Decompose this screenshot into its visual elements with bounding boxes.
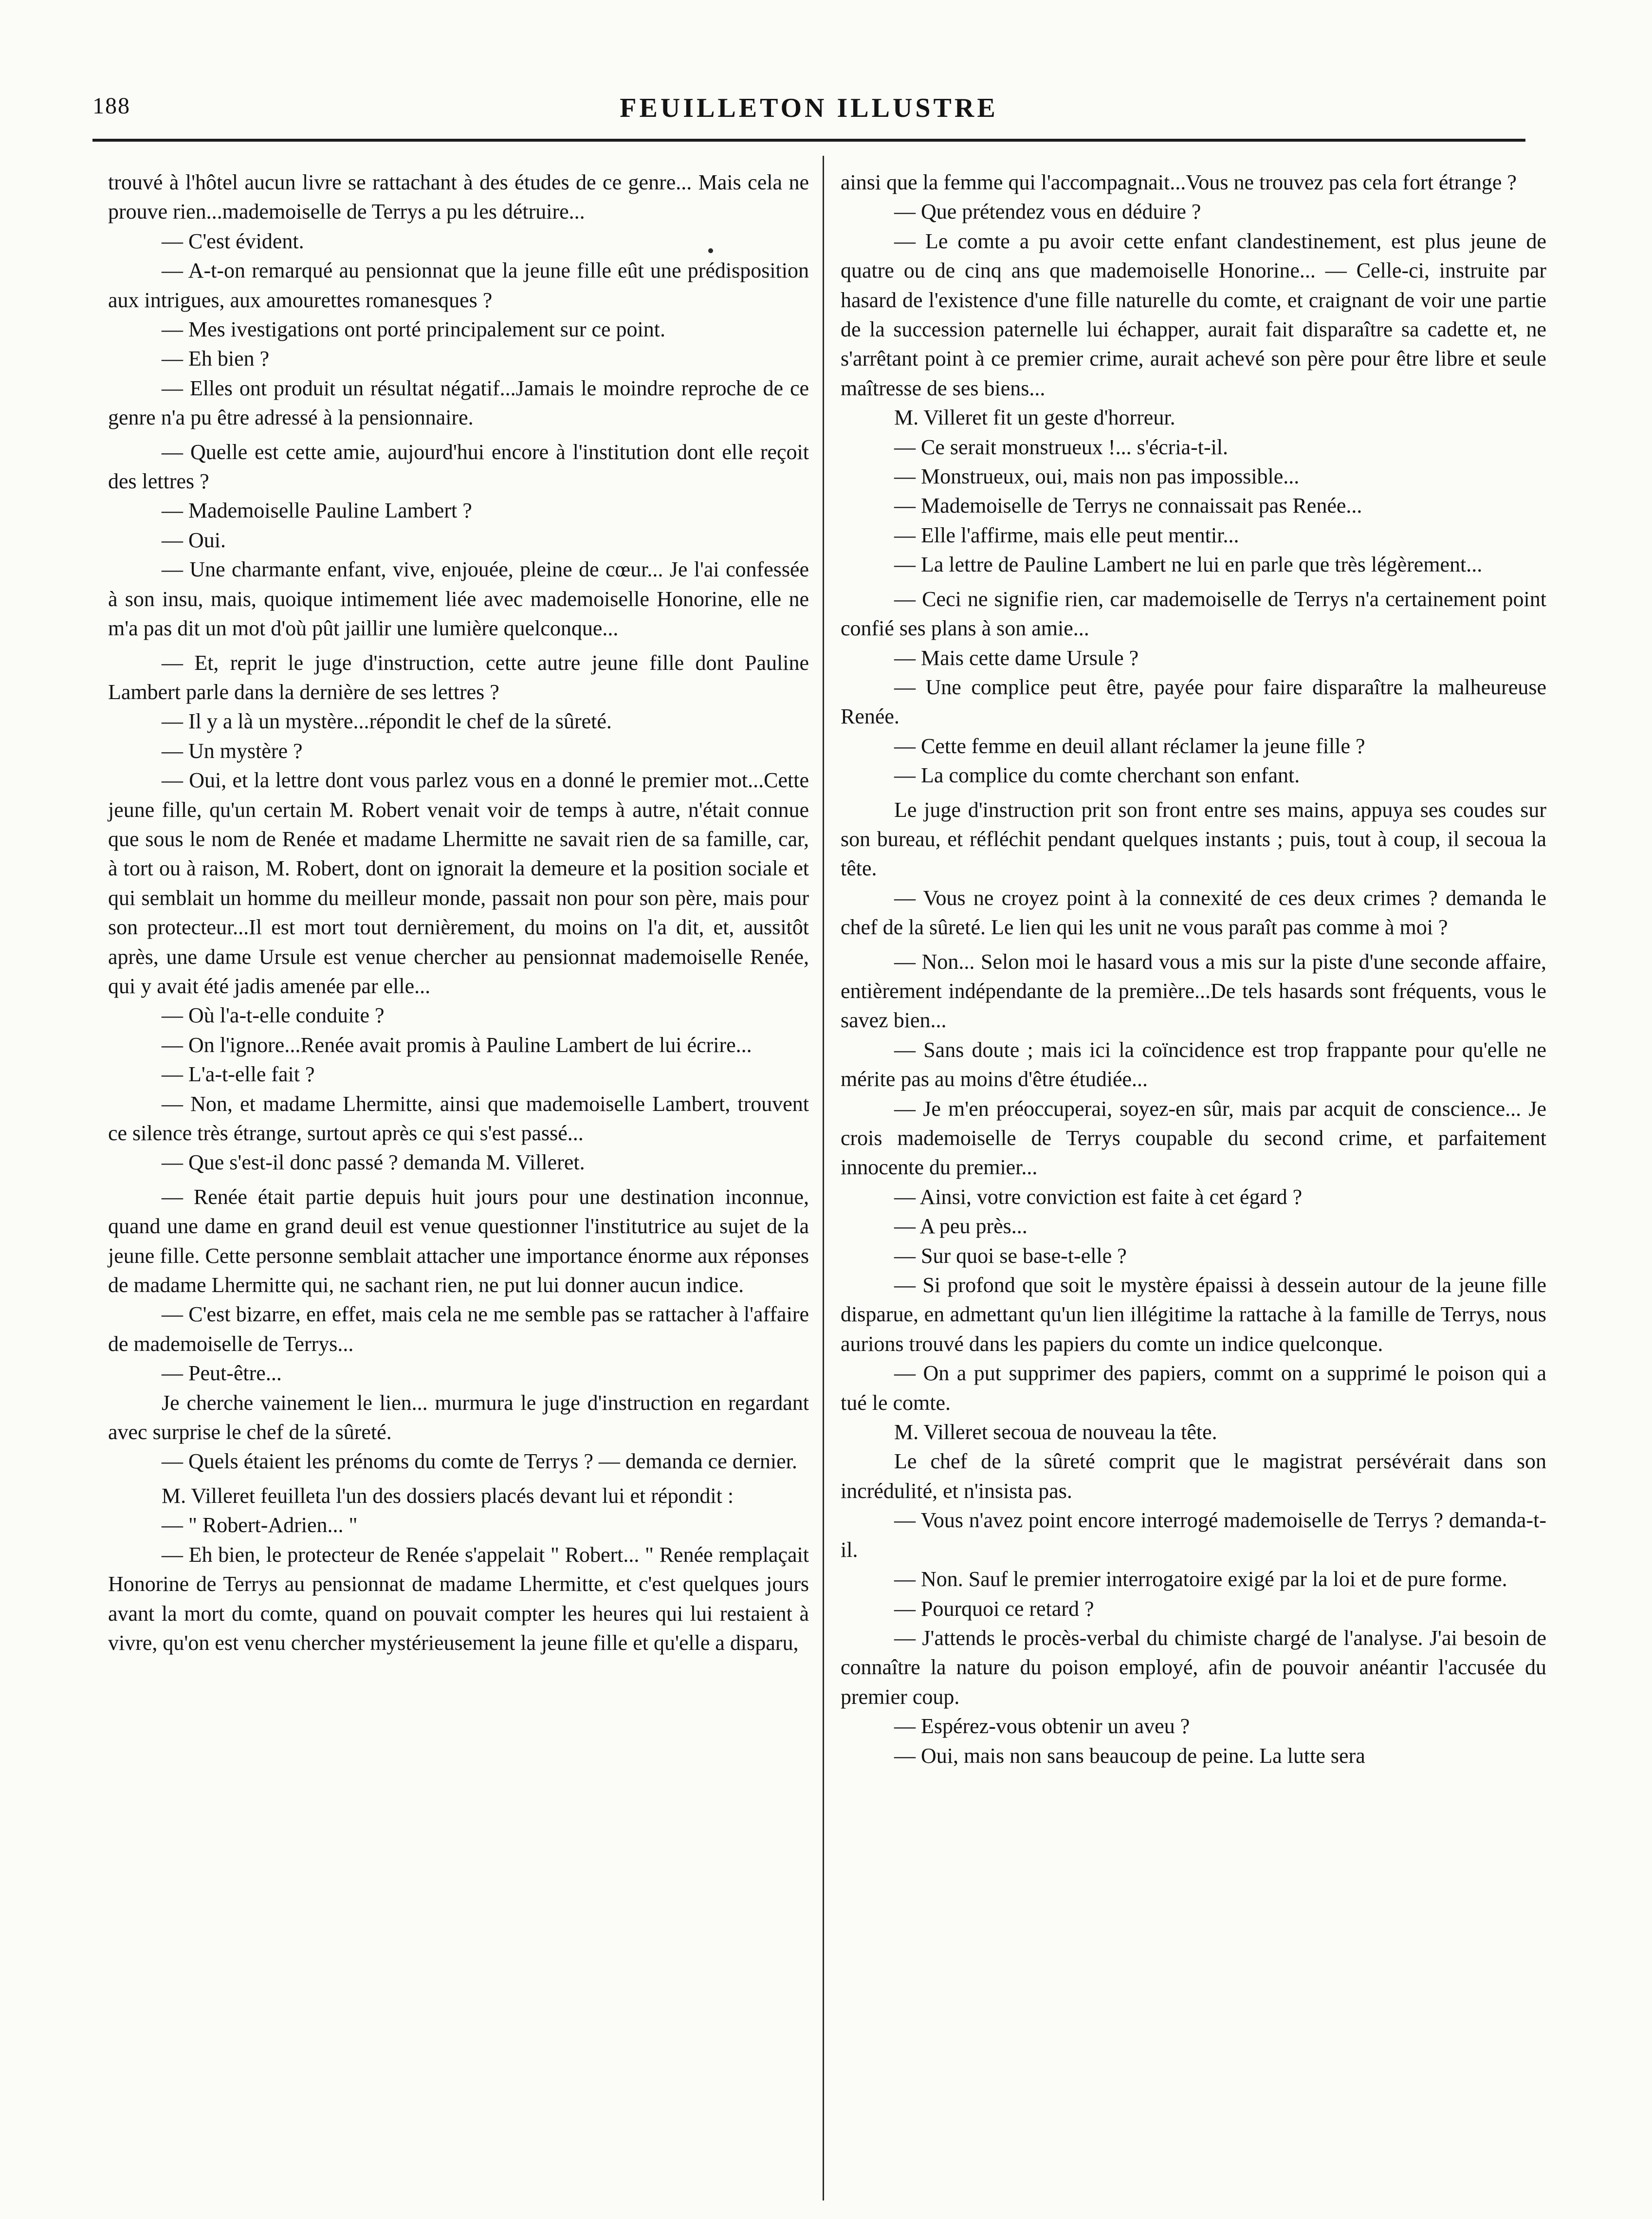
paragraph: — Non. Sauf le premier interrogatoire exigé par la loi et de pure forme. <box>894 1567 1507 1591</box>
paragraph: — Je m'en préoccuperai, soyez-en sûr, mais par acquit de conscience... Je crois mademoiselle de Terrys coupable du second crime, et parfaitement innocente du premier... <box>841 1096 1546 1180</box>
paragraph: — Quels étaient les prénoms du comte de Terrys ? — demanda ce dernier. <box>162 1449 797 1474</box>
paragraph: — Une complice peut être, payée pour faire disparaître la malheureuse Renée. <box>841 675 1546 729</box>
paragraph: — Mademoiselle de Terrys ne connaissait pas Renée... <box>894 494 1362 518</box>
paragraph: — Si profond que soit le mystère épaissi à dessein autour de la jeune fille disparue, en admettant qu'un lien illégitime la rattache à la famille de Terrys, nous aurions trouvé dans les papiers du comte un indice quelconque. <box>841 1273 1546 1356</box>
paragraph: — Un mystère ? <box>162 739 303 763</box>
paragraph: — Mademoiselle Pauline Lambert ? <box>162 499 472 523</box>
paragraph: — L'a-t-elle fait ? <box>162 1062 315 1087</box>
paragraph: trouvé à l'hôtel aucun livre se rattachant à des études de ce genre... Mais cela ne prouve rien...mademoiselle de Terrys a pu les détruire... <box>108 170 809 224</box>
page-header <box>92 83 1525 131</box>
ink-speck <box>708 248 713 253</box>
paragraph: — Où l'a-t-elle conduite ? <box>162 1003 385 1028</box>
paragraph: — On a put supprimer des papiers, commt on a supprimé le poison qui a tué le comte. <box>841 1361 1546 1415</box>
paragraph: — Oui, et la lettre dont vous parlez vous en a donné le premier mot...Cette jeune fille, qu'un certain M. Robert venait voir de temps à autre, n'était connue que sous le nom de Renée et madame Lhermitte ne savait rien de sa famille, car, à tort ou à raison, M. Robert, dont on ignorait la demeure et la position sociale et qui semblait un homme du meilleur monde, passait non pour son père, mais pour son protecteur...Il est mort tout dernièrement, du moins on l'a dit, et, aussitôt après, une dame Ursule est venue chercher au pensionnat mademoiselle Renée, qui y avait été jadis amenée par elle... <box>108 768 809 998</box>
paragraph: ainsi que la femme qui l'accompagnait...Vous ne trouvez pas cela fort étrange ? <box>841 170 1517 194</box>
paragraph: — " Robert-Adrien... " <box>162 1513 358 1537</box>
paragraph: — Espérez-vous obtenir un aveu ? <box>894 1714 1190 1738</box>
paragraph: — Sur quoi se base-t-elle ? <box>894 1243 1127 1268</box>
paragraph: Le juge d'instruction prit son front entre ses mains, appuya ses coudes sur son bureau, et réfléchit pendant quelques instants ; puis, tout à coup, il secoua la tête. <box>841 797 1546 881</box>
paragraph: — Oui. <box>162 528 226 552</box>
paragraph: — La complice du comte cherchant son enfant. <box>894 763 1300 788</box>
left-column <box>108 168 809 1658</box>
header-rule <box>92 139 1525 142</box>
paragraph: — Vous ne croyez point à la connexité de ces deux crimes ? demanda le chef de la sûreté. Le lien qui les unit ne vous paraît pas comme à moi ? <box>841 886 1546 940</box>
paragraph: — Et, reprit le juge d'instruction, cette autre jeune fille dont Pauline Lambert parle dans la dernière de ses lettres ? <box>108 650 809 704</box>
paragraph: Le chef de la sûreté comprit que le magistrat persévérait dans son incrédulité, et n'insista pas. <box>841 1449 1546 1503</box>
right-column <box>841 168 1546 1771</box>
paragraph: — Quelle est cette amie, aujourd'hui encore à l'institution dont elle reçoit des lettres ? <box>108 440 809 494</box>
paragraph: M. Villeret fit un geste d'horreur. <box>894 406 1175 430</box>
paragraph: — Pourquoi ce retard ? <box>894 1596 1094 1621</box>
paragraph: — A-t-on remarqué au pensionnat que la jeune fille eût une prédisposition aux intrigues, aux amourettes romanesques ? <box>108 259 809 312</box>
paragraph: — Non, et madame Lhermitte, ainsi que mademoiselle Lambert, trouvent ce silence très étrange, surtout après ce qui s'est passé... <box>108 1091 809 1145</box>
paragraph: — On l'ignore...Renée avait promis à Pauline Lambert de lui écrire... <box>162 1033 752 1057</box>
paragraph: — Eh bien, le protecteur de Renée s'appelait " Robert... " Renée remplaçait Honorine de Terrys au pensionnat de madame Lhermitte, et c'est quelques jours avant la mort du comte, quand on pouvait compter les heures qui lui restaient à vivre, qu'on est venu chercher mystérieusement la jeune fille et qu'elle a disparu, <box>108 1542 809 1655</box>
paragraph: — Cette femme en deuil allant réclamer la jeune fille ? <box>894 734 1365 758</box>
paragraph: — Elle l'affirme, mais elle peut mentir... <box>894 523 1239 547</box>
paragraph: Je cherche vainement le lien... murmura le juge d'instruction en regardant avec surprise le chef de la sûreté. <box>108 1390 809 1444</box>
paragraph: M. Villeret feuilleta l'un des dossiers placés devant lui et répondit : <box>162 1483 734 1508</box>
paragraph: — C'est évident. <box>162 229 304 253</box>
paragraph: — Non... Selon moi le hasard vous a mis sur la piste d'une seconde affaire, entièrement indépendante de la première...De tels hasards sont fréquents, vous le savez bien... <box>841 949 1546 1033</box>
paragraph: — Le comte a pu avoir cette enfant clandestinement, est plus jeune de quatre ou de cinq ans que mademoiselle Honorine... — Celle-ci, instruite par hasard de l'existence d'une fille naturelle du comte, et craignant de voir une partie de la succession paternelle lui échapper, aurait fait disparaître sa cadette et, ne s'arrêtant point à ce premier crime, aurait achevé son père pour être libre et seule maîtresse de ses biens... <box>841 229 1546 400</box>
paragraph: — Ce serait monstrueux !... s'écria-t-il. <box>894 435 1229 459</box>
paragraph: — Ainsi, votre conviction est faite à cet égard ? <box>894 1184 1303 1209</box>
paragraph: — Une charmante enfant, vive, enjouée, pleine de cœur... Je l'ai confessée à son insu, mais, quoique intimement liée avec mademoiselle Honorine, elle ne m'a pas dit un mot d'où pût jaillir une lumière quelconque... <box>108 557 809 641</box>
paragraph: — Monstrueux, oui, mais non pas impossible... <box>894 464 1300 489</box>
paragraph: — C'est bizarre, en effet, mais cela ne me semble pas se rattacher à l'affaire de mademoiselle de Terrys... <box>108 1302 809 1356</box>
page-number: 188 <box>92 93 130 119</box>
paragraph: — Vous n'avez point encore interrogé mademoiselle de Terrys ? demanda-t-il. <box>841 1508 1546 1562</box>
paragraph: — J'attends le procès-verbal du chimiste chargé de l'analyse. J'ai besoin de connaître la nature du poison employé, afin de pouvoir anéantir l'accusée du premier coup. <box>841 1626 1546 1709</box>
paragraph: — Mais cette dame Ursule ? <box>894 646 1139 670</box>
paragraph: — Il y a là un mystère...répondit le chef de la sûreté. <box>162 709 612 734</box>
paragraph: — Que s'est-il donc passé ? demanda M. Villeret. <box>162 1150 585 1175</box>
paragraph: M. Villeret secoua de nouveau la tête. <box>894 1420 1217 1444</box>
paragraph: — Elles ont produit un résultat négatif...Jamais le moindre reproche de ce genre n'a pu être adressé à la pensionnaire. <box>108 376 809 430</box>
paragraph: — La lettre de Pauline Lambert ne lui en parle que très légèrement... <box>894 553 1483 577</box>
paragraph: — Oui, mais non sans beaucoup de peine. La lutte sera <box>894 1743 1365 1768</box>
running-title: FEUILLETON ILLUSTRE <box>620 93 998 123</box>
paragraph: — Mes ivestigations ont porté principalement sur ce point. <box>162 317 666 342</box>
paragraph: — Ceci ne signifie rien, car mademoiselle de Terrys n'a certainement point confié ses plans à son amie... <box>841 587 1546 641</box>
paragraph: — Sans doute ; mais ici la coïncidence est trop frappante pour qu'elle ne mérite pas au moins d'être étudiée... <box>841 1037 1546 1091</box>
paragraph: — Peut-être... <box>162 1361 282 1386</box>
paragraph: — Que prétendez vous en déduire ? <box>894 200 1201 224</box>
paragraph: — Renée était partie depuis huit jours pour une destination inconnue, quand une dame en grand deuil est venue questionner l'institutrice au sujet de la jeune fille. Cette personne semblait attacher une importance énorme aux réponses de madame Lhermitte qui, ne sachant rien, ne put lui donner aucun indice. <box>108 1184 809 1297</box>
column-divider <box>823 156 824 2201</box>
paragraph: — A peu près... <box>894 1214 1028 1239</box>
paragraph: — Eh bien ? <box>162 347 270 371</box>
